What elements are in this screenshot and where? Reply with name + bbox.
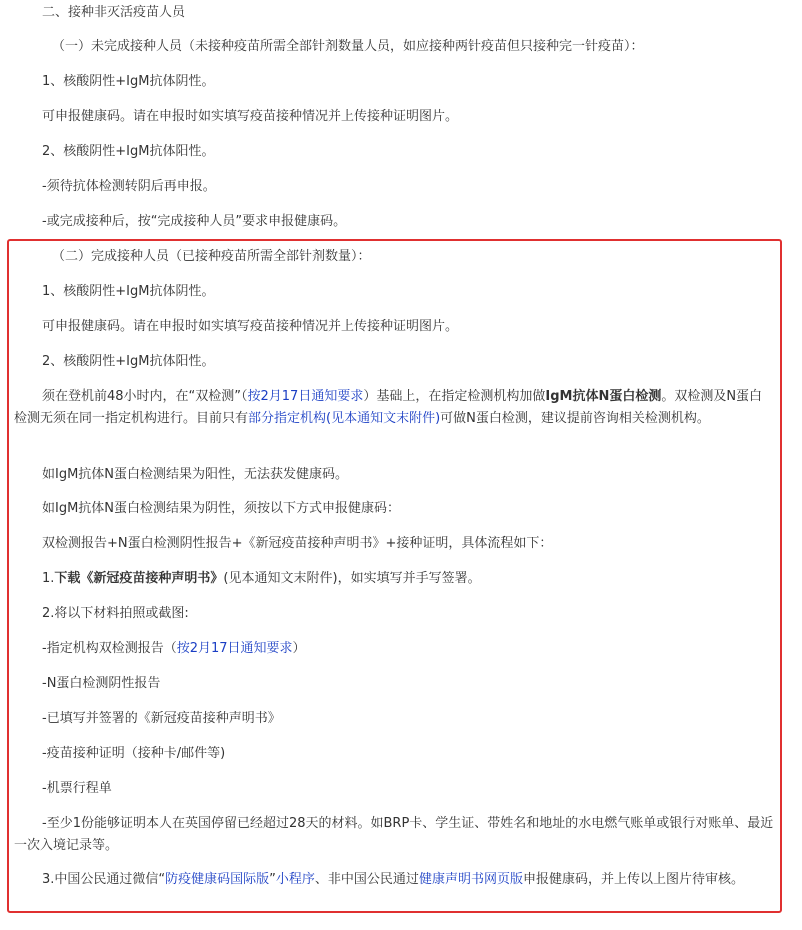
list-item: -机票行程单 (42, 781, 112, 796)
instruction-paragraph (14, 386, 774, 430)
item1-text1: -指定机构双检测报告（ (42, 641, 177, 656)
step1-text: (见本通知文末附件)，如实填写并手写签署。 (223, 571, 481, 586)
group2-case1: 1、核酸阴性+IgM抗体阴性。 (42, 284, 215, 299)
group1-case2-note2: -或完成接种后，按“完成接种人员”要求申报健康码。 (42, 214, 347, 229)
download-declaration-emphasis: 下载《新冠疫苗接种声明书》 (54, 571, 224, 586)
section-title: 二、接种非灭活疫苗人员 (42, 5, 186, 20)
group2-heading: （二）完成接种人员（已接种疫苗所需全部针剂数量）： (52, 249, 371, 264)
list-item: -N蛋白检测阴性报告 (42, 676, 161, 691)
step2: 2.将以下材料拍照或截图: (42, 606, 189, 621)
health-code-international-link[interactable]: 防疫健康码国际版 (165, 872, 270, 887)
step1 (42, 568, 782, 590)
required-documents-summary: 双检测报告+N蛋白检测阴性报告+《新冠疫苗接种声明书》+接种证明，具体流程如下： (42, 536, 553, 551)
n-protein-test-emphasis: IgM抗体N蛋白检测 (545, 389, 662, 404)
group1-case1-note: 可申报健康码。请在申报时如实填写疫苗接种情况并上传接种证明图片。 (42, 109, 459, 124)
group1-case1: 1、核酸阴性+IgM抗体阴性。 (42, 74, 215, 89)
item1-text2: ） (292, 641, 306, 656)
designated-agencies-link[interactable]: 部分指定机构(见本通知文末附件) (248, 411, 441, 426)
positive-result-note: 如IgM抗体N蛋白检测结果为阳性，无法获发健康码。 (42, 467, 349, 482)
step3-text4: 申报健康码，并上传以上图片待审核。 (522, 872, 744, 887)
list-item: -至少1份能够证明本人在英国停留已经超过28天的材料。如BRP卡、学生证、带姓名和地址的水电燃气账单或银行对账单、最近一次入境记录等。 (14, 816, 774, 853)
group1-case2: 2、核酸阴性+IgM抗体阳性。 (42, 144, 215, 159)
step1-number: 1. (42, 571, 55, 586)
para1-text2: ）基础上，在指定检测机构加做 (363, 389, 546, 404)
list-item (42, 638, 782, 660)
step3-text1: 3.中国公民通过微信“ (42, 872, 166, 887)
notice-link[interactable]: 按2月17日通知要求 (247, 389, 364, 404)
list-item: -已填写并签署的《新冠疫苗接种声明书》 (42, 711, 281, 726)
negative-result-note: 如IgM抗体N蛋白检测结果为阴性，须按以下方式申报健康码： (42, 501, 401, 516)
group1-heading: （一）未完成接种人员（未接种疫苗所需全部针剂数量人员，如应接种两针疫苗但只接种完一针疫苗）： (52, 39, 644, 54)
group1-case2-note1: -须待抗体检测转阴后再申报。 (42, 179, 216, 194)
para1-text1: 须在登机前48小时内，在“双检测”（ (42, 389, 248, 404)
health-declaration-web-link[interactable]: 健康声明书网页版 (418, 872, 523, 887)
para1-text4: 可做N蛋白检测，建议提前咨询相关检测机构。 (440, 411, 710, 426)
list-item: -疫苗接种证明（接种卡/邮件等) (42, 746, 226, 761)
group2-case2: 2、核酸阴性+IgM抗体阳性。 (42, 354, 215, 369)
step3-text3: 、非中国公民通过 (314, 872, 419, 887)
notice-link[interactable]: 按2月17日通知要求 (176, 641, 293, 656)
step3 (14, 869, 774, 891)
group2-case1-note: 可申报健康码。请在申报时如实填写疫苗接种情况并上传接种证明图片。 (42, 319, 459, 334)
step3-text2: ” (269, 872, 276, 887)
para1-text3: 。双检测及N蛋白检测无须在同一指定机构进行。目前只有 (14, 389, 763, 426)
mini-program-link[interactable]: 小程序 (275, 872, 315, 887)
